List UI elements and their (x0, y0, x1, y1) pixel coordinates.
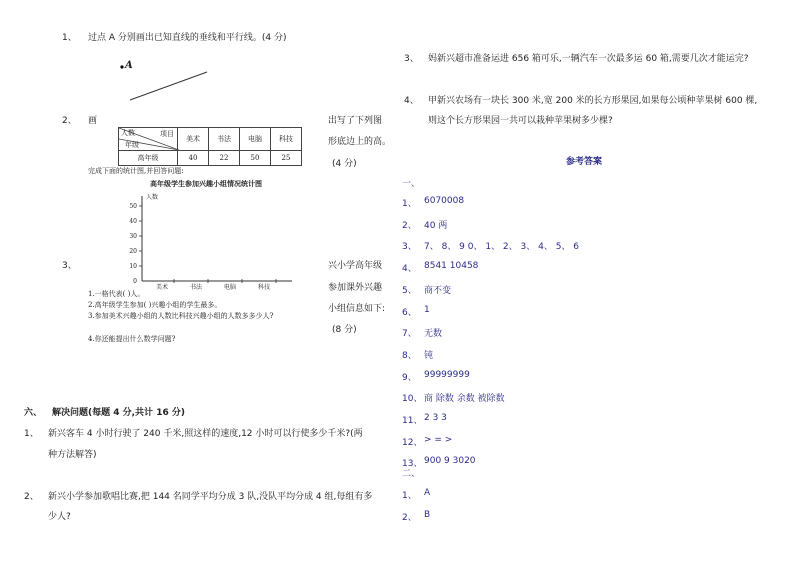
corner-top: 项目 (160, 130, 174, 138)
p1-line2: 种方法解答) (48, 450, 97, 460)
q1-text: 过点 A 分别画出已知直线的垂线和平行线。(4 分) (88, 33, 287, 43)
q3-right2: 参加课外兴趣 (328, 283, 383, 293)
r-q4-number: 4、 (404, 96, 419, 106)
answer-number: 12、 (402, 437, 423, 448)
answer-number: 1、 (402, 491, 417, 501)
answer-text: 40 两 (424, 220, 448, 231)
given-line (130, 72, 207, 100)
q3-sub4: 4.你还能提出什么数学问题? (88, 335, 176, 343)
q3-score: (8 分) (332, 325, 357, 335)
corner-mid: 人数 (121, 129, 135, 137)
answer-number: 11、 (402, 416, 423, 426)
answer-number: 1、 (402, 199, 417, 209)
answer-number: 7、 (402, 329, 417, 340)
answer-text: 6070008 (424, 196, 465, 206)
answer-text: B (424, 509, 431, 520)
p1-line1: 新兴客车 4 小时行驶了 240 千米,照这样的速度,12 小时可以行使多少千米?(两 (48, 429, 363, 439)
answer-text: 8541 10458 (424, 261, 479, 272)
answer-text: 2 3 3 (424, 413, 447, 423)
y-tick-label: 30 (129, 233, 137, 240)
x-tick-label: 书法 (189, 284, 203, 291)
answers-section2: 二、 (402, 469, 421, 479)
answer-text: 钝 (424, 350, 434, 361)
q3-right3: 小组信息如下: (328, 304, 386, 314)
answer-text: 99999999 (424, 369, 470, 380)
q2-score: (4 分) (332, 159, 357, 169)
y-tick-label: 20 (129, 248, 137, 255)
p2-line2: 少人? (48, 512, 71, 522)
q3-right1: 兴小学高年级 (328, 261, 383, 271)
y-tick-label: 10 (129, 263, 137, 270)
answers-title: 参考答案 (566, 157, 603, 167)
table-cell: 40 (178, 151, 209, 166)
y-axis-label: 人数 (146, 194, 159, 201)
table-corner-cell (119, 128, 178, 151)
q2-text-right2: 形底边上的高。 (328, 137, 392, 147)
answer-number: 8、 (402, 350, 417, 361)
answer-text: 7、 8、 9 0、 1、 2、 3、 4、 5、 6 (424, 242, 580, 253)
r-q3-number: 3、 (404, 54, 419, 64)
answer-number: 10、 (402, 394, 423, 405)
x-tick-label: 科技 (257, 284, 271, 291)
y-tick-label: 0 (133, 278, 137, 285)
answer-number: 4、 (402, 264, 417, 275)
p2-number: 2、 (24, 492, 39, 502)
answer-text: 商 除数 余数 被除数 (424, 394, 505, 405)
answer-number: 5、 (402, 285, 417, 296)
q3-sub1: 1.一格代表( )人。 (88, 290, 145, 298)
answers-section1: 一、 (402, 179, 421, 189)
chart-title: 高年级学生参加兴趣小组情况统计图 (150, 179, 262, 188)
table-cell: 50 (240, 151, 271, 166)
r-q4-line1: 甲新兴农场有一块长 300 米,宽 200 米的长方形果园,如果每公顷种苹果树 600 棵, (428, 96, 758, 106)
x-tick-label: 美术 (155, 284, 169, 291)
q3-number: 3、 (62, 261, 77, 271)
table-header: 书法 (209, 128, 240, 151)
corner-bottom: 年级 (125, 141, 139, 149)
p2-line1: 新兴小学参加歌唱比赛,把 144 名同学平均分成 3 队,没队平均分成 4 组,每组有多 (48, 492, 373, 502)
answer-text: 900 9 3020 (424, 456, 476, 467)
table-cell: 22 (209, 151, 240, 166)
point-a-label: A (125, 60, 133, 71)
table-header: 美术 (178, 128, 209, 151)
answer-number: 3、 (402, 242, 417, 253)
q3-sub2: 2.高年级学生参加( )兴趣小组的学生最多。 (88, 301, 222, 309)
y-tick-label: 40 (129, 218, 137, 225)
section6-number: 六、 (24, 408, 43, 418)
q2-text-right1: 出写了下列图 (328, 116, 383, 126)
answer-text: 1 (424, 304, 430, 315)
x-tick-label: 电脑 (223, 284, 237, 291)
table-header: 电脑 (240, 128, 271, 151)
table-header: 科技 (271, 128, 302, 151)
y-tick-label: 50 (129, 203, 137, 210)
q2-number: 2、 (62, 116, 77, 126)
answer-number: 9、 (402, 372, 417, 383)
section6-title: 解决问题(每题 4 分,共计 16 分) (52, 408, 185, 418)
bar-chart (110, 188, 300, 298)
p1-number: 1、 (24, 429, 39, 439)
interest-table (118, 127, 302, 166)
q1-number: 1、 (62, 33, 77, 43)
table-row-label: 高年级 (119, 151, 178, 166)
q3-intro: 完成下面的统计图,并回答问题: (88, 167, 184, 175)
table-cell: 25 (271, 151, 302, 166)
q3-sub3: 3.参加美术兴趣小组的人数比科技兴趣小组的人数多多少人? (88, 312, 274, 320)
answer-number: 2、 (402, 220, 417, 231)
answer-text: A (424, 488, 431, 498)
r-q4-line2: 则这个长方形果园一共可以栽种苹果树多少棵? (428, 116, 613, 126)
answer-number: 6、 (402, 307, 417, 318)
point-a (120, 65, 123, 68)
r-q3-text: 妈新兴超市准备运进 656 箱可乐,一辆汽车一次最多运 60 箱,需要几次才能运完? (428, 54, 749, 64)
answer-text: 商不变 (424, 285, 452, 296)
answer-number: 13、 (402, 459, 423, 470)
q2-text-left: 画 (88, 116, 98, 126)
answer-number: 2、 (402, 512, 417, 523)
answer-text: > = > (424, 434, 453, 445)
answer-text: 无数 (424, 329, 443, 340)
